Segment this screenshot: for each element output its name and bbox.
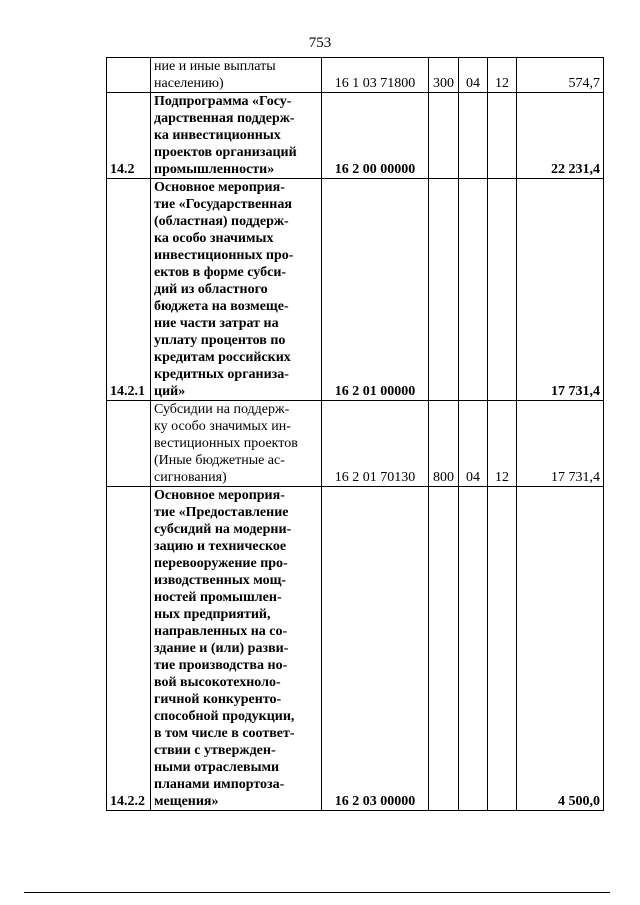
- section-cell: 04: [459, 58, 488, 93]
- description-cell: [151, 487, 322, 811]
- bottom-rule: [24, 892, 610, 893]
- description-cell: [151, 179, 322, 401]
- subsection-cell: [488, 487, 517, 811]
- section-cell: 04: [459, 401, 488, 487]
- subsection-cell: 12: [488, 401, 517, 487]
- table-row: [107, 401, 604, 487]
- description-line: Основное мероприя-: [154, 180, 285, 195]
- description-line: ка инвестиционных: [154, 128, 281, 143]
- item-number-cell: 14.2.1: [107, 179, 151, 401]
- item-number-cell: 14.2: [107, 93, 151, 179]
- description-line: (областная) поддерж-: [154, 214, 289, 229]
- description-line: кредитам российских: [154, 350, 291, 365]
- description-line: направленных на со-: [154, 624, 288, 639]
- description-line: ных предприятий,: [154, 607, 271, 622]
- table-row: [107, 58, 604, 93]
- table-row: [107, 93, 604, 179]
- description-line: ектов в форме субси-: [154, 265, 287, 280]
- amount-cell: 22 231,4: [517, 93, 604, 179]
- expense-type-cell: 800: [429, 401, 459, 487]
- expense-type-cell: 300: [429, 58, 459, 93]
- table-row: [107, 179, 604, 401]
- amount-cell: 4 500,0: [517, 487, 604, 811]
- description-line: субсидий на модерни-: [154, 522, 292, 537]
- description-line: зацию и техническое: [154, 539, 287, 554]
- description-line: ций»: [154, 384, 186, 399]
- description-line: планами импортоза-: [154, 777, 285, 792]
- description-line: дарственная поддерж-: [154, 111, 295, 126]
- description-line: уплату процентов по: [154, 333, 286, 348]
- description-line: способной продукции,: [154, 709, 295, 724]
- section-cell: [459, 487, 488, 811]
- target-code-cell: 16 2 01 00000: [322, 179, 429, 401]
- item-number-cell: 14.2.2: [107, 487, 151, 811]
- description-line: Подпрограмма «Госу-: [154, 94, 292, 109]
- description-line: ку особо значимых ин-: [154, 419, 291, 434]
- expense-type-cell: [429, 179, 459, 401]
- description-line: гичной конкуренто-: [154, 692, 282, 707]
- description-line: инвестиционных про-: [154, 248, 294, 263]
- target-code-cell: 16 2 03 00000: [322, 487, 429, 811]
- target-code-cell: 16 2 01 70130: [322, 401, 429, 487]
- description-line: бюджета на возмеще-: [154, 299, 289, 314]
- description-line: ка особо значимых: [154, 231, 274, 246]
- description-line: тие «Государственная: [154, 197, 292, 212]
- description-cell: [151, 58, 322, 93]
- expense-type-cell: [429, 93, 459, 179]
- description-line: тие «Предоставление: [154, 505, 289, 520]
- description-line: ние и иные выплаты: [154, 59, 276, 74]
- description-line: проектов организаций: [154, 145, 297, 160]
- table-body: [107, 58, 604, 811]
- description-line: населению): [154, 76, 224, 91]
- table-row: [107, 487, 604, 811]
- target-code-cell: 16 2 00 00000: [322, 93, 429, 179]
- expense-type-cell: [429, 487, 459, 811]
- description-line: ностей промышлен-: [154, 590, 282, 605]
- description-line: вой высокотехноло-: [154, 675, 281, 690]
- description-line: ствии с утвержден-: [154, 743, 276, 758]
- description-line: в том числе в соответ-: [154, 726, 295, 741]
- subsection-cell: [488, 179, 517, 401]
- description-line: ными отраслевыми: [154, 760, 280, 775]
- description-cell: [151, 93, 322, 179]
- description-line: (Иные бюджетные ас-: [154, 453, 285, 468]
- description-line: перевооружение про-: [154, 556, 288, 571]
- description-line: сигнования): [154, 470, 227, 485]
- description-line: вестиционных проектов: [154, 436, 298, 451]
- description-line: Субсидии на поддерж-: [154, 402, 290, 417]
- description-line: ние части затрат на: [154, 316, 279, 331]
- description-line: кредитных организа-: [154, 367, 289, 382]
- page-number: 753: [308, 35, 332, 51]
- description-line: изводственных мощ-: [154, 573, 287, 588]
- item-number-cell: [107, 401, 151, 487]
- item-number-cell: [107, 58, 151, 93]
- description-line: промышленности»: [154, 162, 275, 177]
- section-cell: [459, 93, 488, 179]
- amount-cell: 17 731,4: [517, 401, 604, 487]
- subsection-cell: 12: [488, 58, 517, 93]
- amount-cell: 574,7: [517, 58, 604, 93]
- budget-table: [106, 57, 604, 811]
- section-cell: [459, 179, 488, 401]
- description-line: здание и (или) разви-: [154, 641, 289, 656]
- description-line: мещения»: [154, 794, 219, 809]
- description-line: Основное мероприя-: [154, 488, 285, 503]
- description-cell: [151, 401, 322, 487]
- description-line: дий из областного: [154, 282, 268, 297]
- target-code-cell: 16 1 03 71800: [322, 58, 429, 93]
- subsection-cell: [488, 93, 517, 179]
- description-line: тие производства но-: [154, 658, 288, 673]
- amount-cell: 17 731,4: [517, 179, 604, 401]
